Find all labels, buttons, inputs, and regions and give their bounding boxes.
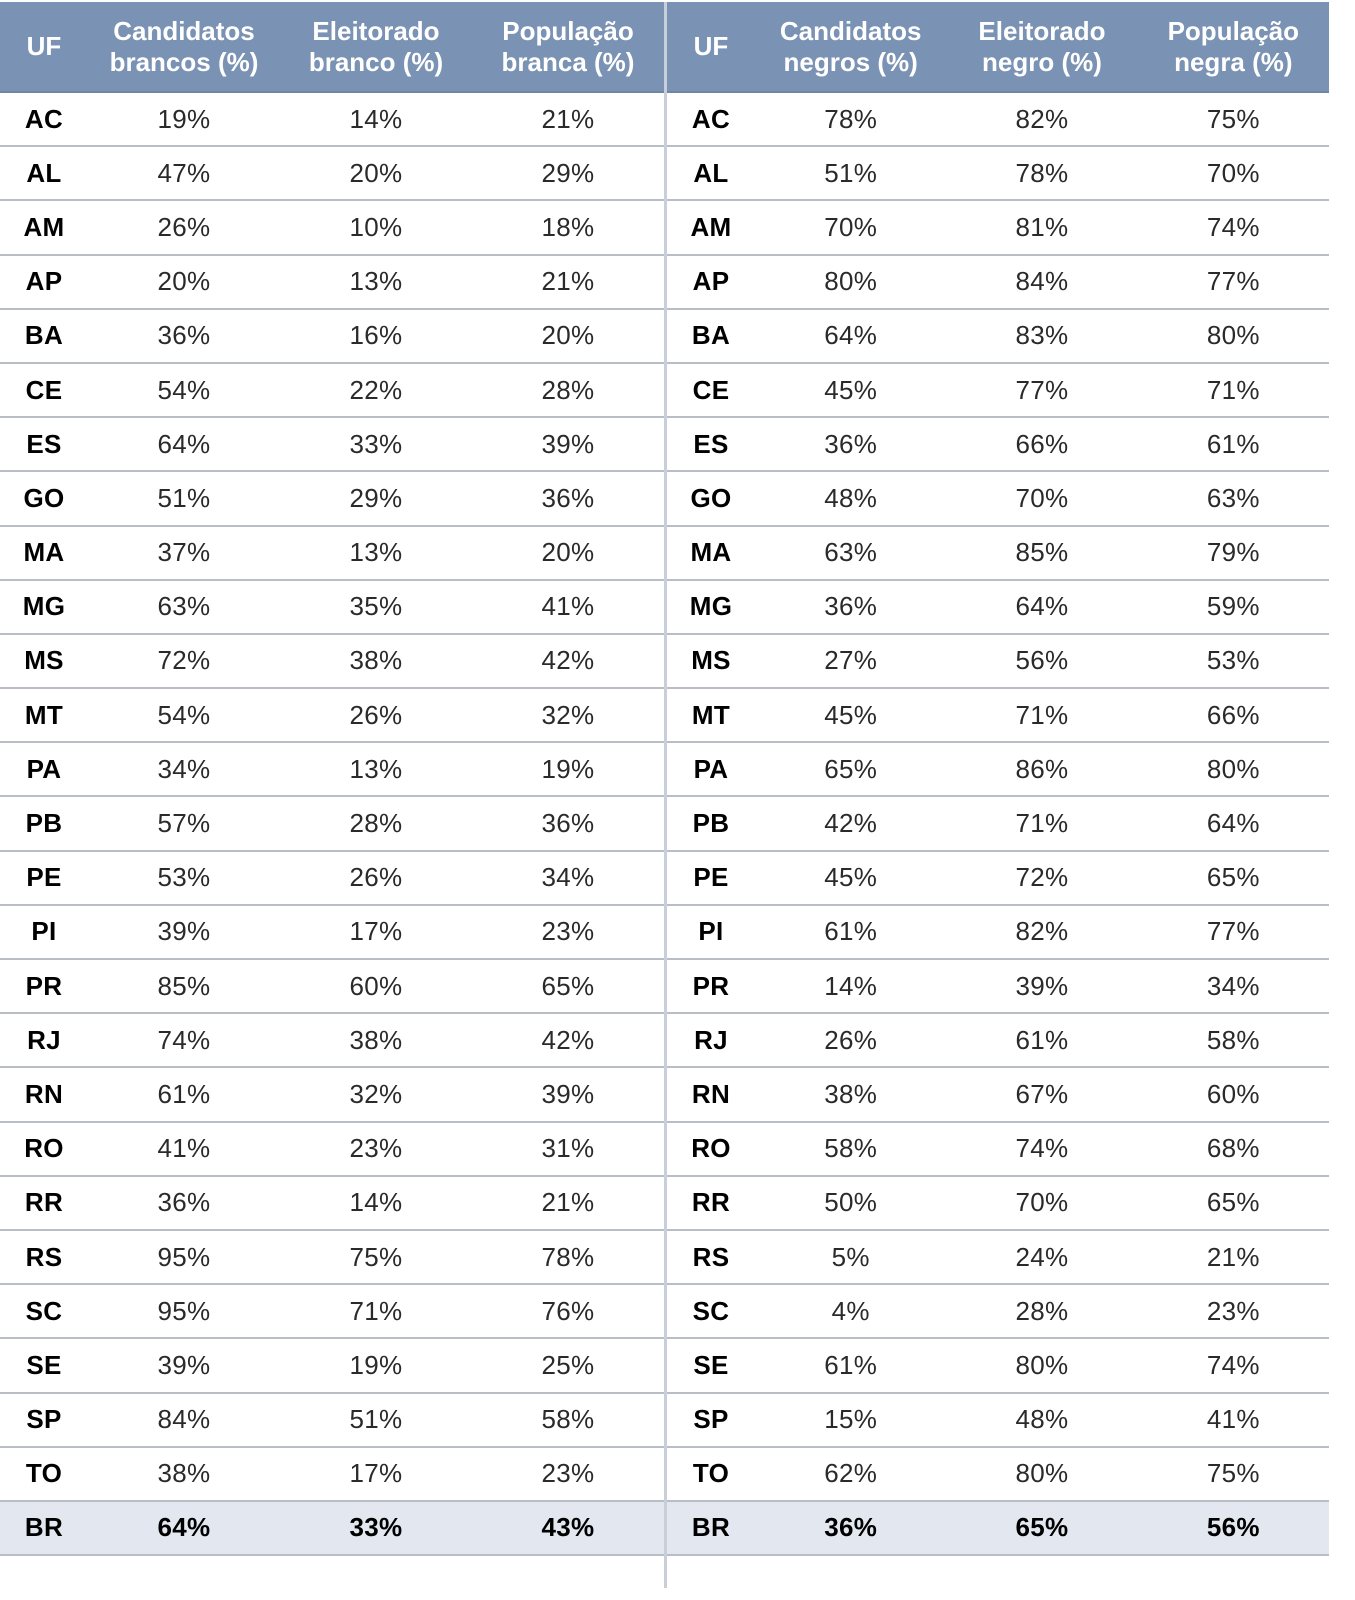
cell-candidates: 74% (88, 1013, 280, 1067)
cell-population: 75% (1138, 92, 1329, 146)
cell-candidates: 39% (88, 905, 280, 959)
cell-uf: BA (0, 309, 88, 363)
cell-uf: MS (0, 634, 88, 688)
cell-population: 36% (472, 796, 664, 850)
cell-electorate: 71% (946, 796, 1137, 850)
cell-electorate: 70% (946, 471, 1137, 525)
table-row (667, 580, 1329, 634)
table-row (0, 1176, 664, 1230)
table-row (0, 796, 664, 850)
cell-uf: RS (667, 1230, 755, 1284)
cell-population: 74% (1138, 1338, 1329, 1392)
cell-candidates: 64% (88, 417, 280, 471)
cell-electorate: 13% (280, 742, 472, 796)
cell-uf: RO (667, 1122, 755, 1176)
black-race-table (667, 2, 1329, 1556)
cell-uf: AC (667, 92, 755, 146)
cell-candidates: 36% (88, 309, 280, 363)
cell-electorate: 20% (280, 146, 472, 200)
cell-uf: GO (667, 471, 755, 525)
cell-candidates: 64% (755, 309, 946, 363)
cell-population: 18% (472, 200, 664, 254)
header-row (667, 2, 1329, 92)
table-row (667, 146, 1329, 200)
cell-uf: SP (0, 1393, 88, 1447)
cell-electorate: 85% (946, 526, 1137, 580)
table-row (0, 146, 664, 200)
cell-candidates: 5% (755, 1230, 946, 1284)
cell-electorate: 70% (946, 1176, 1137, 1230)
table-row (667, 255, 1329, 309)
cell-population: 64% (1138, 796, 1329, 850)
cell-population: 66% (1138, 688, 1329, 742)
cell-uf: MT (0, 688, 88, 742)
cell-electorate: 81% (946, 200, 1137, 254)
cell-candidates: 51% (88, 471, 280, 525)
cell-uf: ES (667, 417, 755, 471)
header-uf: UF (667, 2, 755, 92)
table-row (0, 1393, 664, 1447)
table-row (0, 1067, 664, 1121)
cell-population: 19% (472, 742, 664, 796)
cell-uf: BA (667, 309, 755, 363)
cell-candidates: 38% (88, 1447, 280, 1501)
cell-uf: MA (0, 526, 88, 580)
cell-candidates: 19% (88, 92, 280, 146)
cell-electorate: 13% (280, 255, 472, 309)
cell-candidates: 62% (755, 1447, 946, 1501)
cell-population: 34% (1138, 959, 1329, 1013)
cell-electorate: 51% (280, 1393, 472, 1447)
table-row (0, 255, 664, 309)
table-row (667, 526, 1329, 580)
table-row (0, 1230, 664, 1284)
cell-population: 75% (1138, 1447, 1329, 1501)
tables-container (0, 2, 1355, 1588)
cell-uf: MG (667, 580, 755, 634)
cell-uf: SP (667, 1393, 755, 1447)
cell-candidates: 14% (755, 959, 946, 1013)
cell-candidates: 85% (88, 959, 280, 1013)
cell-electorate: 17% (280, 1447, 472, 1501)
cell-candidates: 95% (88, 1284, 280, 1338)
cell-electorate: 29% (280, 471, 472, 525)
cell-uf: AL (667, 146, 755, 200)
cell-uf: AP (667, 255, 755, 309)
table-row (0, 92, 664, 146)
cell-candidates: 63% (88, 580, 280, 634)
cell-uf: AM (0, 200, 88, 254)
cell-candidates: 50% (755, 1176, 946, 1230)
cell-uf: SC (0, 1284, 88, 1338)
table-row (0, 471, 664, 525)
cell-population: 43% (472, 1501, 664, 1555)
cell-candidates: 36% (755, 417, 946, 471)
cell-uf: BR (0, 1501, 88, 1555)
table-row (667, 959, 1329, 1013)
cell-candidates: 36% (755, 580, 946, 634)
cell-electorate: 26% (280, 688, 472, 742)
cell-candidates: 47% (88, 146, 280, 200)
cell-candidates: 45% (755, 851, 946, 905)
table-row (0, 200, 664, 254)
cell-candidates: 54% (88, 363, 280, 417)
cell-uf: AL (0, 146, 88, 200)
table-row (667, 1230, 1329, 1284)
table-row (0, 363, 664, 417)
cell-electorate: 39% (946, 959, 1137, 1013)
cell-electorate: 67% (946, 1067, 1137, 1121)
table-row (0, 417, 664, 471)
table-row (0, 1013, 664, 1067)
cell-population: 79% (1138, 526, 1329, 580)
table-row (0, 742, 664, 796)
cell-uf: RO (0, 1122, 88, 1176)
cell-electorate: 74% (946, 1122, 1137, 1176)
cell-population: 42% (472, 1013, 664, 1067)
table-row (667, 688, 1329, 742)
cell-electorate: 19% (280, 1338, 472, 1392)
cell-uf: TO (0, 1447, 88, 1501)
cell-candidates: 61% (755, 1338, 946, 1392)
cell-uf: MG (0, 580, 88, 634)
cell-electorate: 66% (946, 417, 1137, 471)
cell-population: 32% (472, 688, 664, 742)
header-candidates-white: Candidatos brancos (%) (88, 2, 280, 92)
cell-uf: AC (0, 92, 88, 146)
table-row (667, 742, 1329, 796)
cell-uf: PI (667, 905, 755, 959)
cell-candidates: 53% (88, 851, 280, 905)
cell-uf: SE (0, 1338, 88, 1392)
table-row (0, 851, 664, 905)
cell-electorate: 33% (280, 1501, 472, 1555)
cell-population: 61% (1138, 417, 1329, 471)
cell-candidates: 80% (755, 255, 946, 309)
cell-electorate: 77% (946, 363, 1137, 417)
cell-population: 23% (472, 1447, 664, 1501)
table-row (667, 634, 1329, 688)
cell-electorate: 28% (280, 796, 472, 850)
header-candidates-black: Candidatos negros (%) (755, 2, 946, 92)
right-table-body (667, 92, 1329, 1555)
cell-electorate: 82% (946, 92, 1137, 146)
cell-candidates: 27% (755, 634, 946, 688)
cell-uf: PR (0, 959, 88, 1013)
cell-candidates: 15% (755, 1393, 946, 1447)
cell-population: 56% (1138, 1501, 1329, 1555)
cell-uf: PE (0, 851, 88, 905)
cell-candidates: 36% (755, 1501, 946, 1555)
cell-electorate: 14% (280, 1176, 472, 1230)
cell-uf: RN (667, 1067, 755, 1121)
table-row (667, 471, 1329, 525)
cell-electorate: 82% (946, 905, 1137, 959)
cell-population: 21% (1138, 1230, 1329, 1284)
table-row (0, 1338, 664, 1392)
cell-electorate: 48% (946, 1393, 1137, 1447)
cell-population: 23% (472, 905, 664, 959)
cell-electorate: 84% (946, 255, 1137, 309)
cell-population: 77% (1138, 905, 1329, 959)
cell-electorate: 24% (946, 1230, 1137, 1284)
table-row (0, 1284, 664, 1338)
cell-candidates: 4% (755, 1284, 946, 1338)
cell-uf: PB (0, 796, 88, 850)
cell-population: 21% (472, 92, 664, 146)
cell-population: 36% (472, 471, 664, 525)
table-row (667, 1284, 1329, 1338)
header-population-white: População branca (%) (472, 2, 664, 92)
cell-population: 78% (472, 1230, 664, 1284)
table-row (667, 200, 1329, 254)
table-row (667, 796, 1329, 850)
header-row (0, 2, 664, 92)
cell-electorate: 64% (946, 580, 1137, 634)
cell-electorate: 78% (946, 146, 1137, 200)
cell-electorate: 14% (280, 92, 472, 146)
cell-candidates: 70% (755, 200, 946, 254)
cell-uf: MS (667, 634, 755, 688)
table-row (0, 688, 664, 742)
right-table-panel (667, 2, 1329, 1588)
cell-electorate: 71% (280, 1284, 472, 1338)
cell-uf: MT (667, 688, 755, 742)
cell-population: 31% (472, 1122, 664, 1176)
cell-electorate: 83% (946, 309, 1137, 363)
cell-population: 58% (1138, 1013, 1329, 1067)
cell-candidates: 54% (88, 688, 280, 742)
table-row (0, 959, 664, 1013)
cell-electorate: 35% (280, 580, 472, 634)
table-row (667, 1176, 1329, 1230)
cell-uf: SE (667, 1338, 755, 1392)
total-row (0, 1501, 664, 1555)
table-row (0, 309, 664, 363)
cell-candidates: 65% (755, 742, 946, 796)
table-row (667, 1393, 1329, 1447)
cell-uf: SC (667, 1284, 755, 1338)
cell-electorate: 80% (946, 1447, 1137, 1501)
cell-population: 80% (1138, 309, 1329, 363)
table-row (667, 363, 1329, 417)
cell-candidates: 78% (755, 92, 946, 146)
cell-population: 29% (472, 146, 664, 200)
cell-candidates: 45% (755, 688, 946, 742)
cell-population: 25% (472, 1338, 664, 1392)
cell-population: 39% (472, 417, 664, 471)
cell-electorate: 26% (280, 851, 472, 905)
table-row (0, 526, 664, 580)
cell-candidates: 58% (755, 1122, 946, 1176)
header-population-black: População negra (%) (1138, 2, 1329, 92)
cell-population: 34% (472, 851, 664, 905)
cell-population: 59% (1138, 580, 1329, 634)
table-row (0, 1447, 664, 1501)
table-row (0, 905, 664, 959)
cell-population: 76% (472, 1284, 664, 1338)
cell-uf: CE (667, 363, 755, 417)
cell-candidates: 61% (88, 1067, 280, 1121)
cell-population: 71% (1138, 363, 1329, 417)
cell-candidates: 63% (755, 526, 946, 580)
table-row (667, 851, 1329, 905)
cell-population: 41% (1138, 1393, 1329, 1447)
cell-electorate: 86% (946, 742, 1137, 796)
cell-uf: MA (667, 526, 755, 580)
cell-electorate: 23% (280, 1122, 472, 1176)
table-row (0, 580, 664, 634)
cell-electorate: 56% (946, 634, 1137, 688)
cell-candidates: 61% (755, 905, 946, 959)
cell-population: 53% (1138, 634, 1329, 688)
table-row (0, 1122, 664, 1176)
cell-electorate: 13% (280, 526, 472, 580)
cell-uf: RJ (0, 1013, 88, 1067)
cell-uf: RJ (667, 1013, 755, 1067)
cell-candidates: 26% (755, 1013, 946, 1067)
table-row (667, 1013, 1329, 1067)
cell-population: 63% (1138, 471, 1329, 525)
cell-uf: ES (0, 417, 88, 471)
cell-candidates: 34% (88, 742, 280, 796)
cell-uf: RS (0, 1230, 88, 1284)
cell-candidates: 42% (755, 796, 946, 850)
cell-population: 80% (1138, 742, 1329, 796)
cell-candidates: 72% (88, 634, 280, 688)
cell-uf: PE (667, 851, 755, 905)
cell-population: 20% (472, 526, 664, 580)
cell-electorate: 33% (280, 417, 472, 471)
cell-electorate: 80% (946, 1338, 1137, 1392)
cell-population: 77% (1138, 255, 1329, 309)
cell-electorate: 38% (280, 634, 472, 688)
cell-candidates: 45% (755, 363, 946, 417)
cell-uf: PI (0, 905, 88, 959)
cell-electorate: 28% (946, 1284, 1137, 1338)
cell-electorate: 72% (946, 851, 1137, 905)
cell-population: 68% (1138, 1122, 1329, 1176)
cell-population: 21% (472, 1176, 664, 1230)
header-electorate-white: Eleitorado branco (%) (280, 2, 472, 92)
cell-population: 21% (472, 255, 664, 309)
table-row (667, 905, 1329, 959)
table-row (667, 1447, 1329, 1501)
left-table-body (0, 92, 664, 1555)
cell-population: 28% (472, 363, 664, 417)
header-electorate-black: Eleitorado negro (%) (946, 2, 1137, 92)
cell-candidates: 36% (88, 1176, 280, 1230)
left-table-panel (0, 2, 664, 1588)
cell-population: 70% (1138, 146, 1329, 200)
cell-uf: AP (0, 255, 88, 309)
header-uf: UF (0, 2, 88, 92)
cell-population: 60% (1138, 1067, 1329, 1121)
cell-population: 74% (1138, 200, 1329, 254)
cell-population: 39% (472, 1067, 664, 1121)
cell-electorate: 65% (946, 1501, 1137, 1555)
cell-population: 23% (1138, 1284, 1329, 1338)
cell-uf: GO (0, 471, 88, 525)
cell-electorate: 17% (280, 905, 472, 959)
cell-electorate: 32% (280, 1067, 472, 1121)
table-row (667, 92, 1329, 146)
white-race-table (0, 2, 664, 1556)
table-row (667, 1122, 1329, 1176)
cell-electorate: 38% (280, 1013, 472, 1067)
cell-candidates: 51% (755, 146, 946, 200)
cell-candidates: 39% (88, 1338, 280, 1392)
cell-candidates: 57% (88, 796, 280, 850)
cell-uf: AM (667, 200, 755, 254)
cell-candidates: 38% (755, 1067, 946, 1121)
cell-candidates: 41% (88, 1122, 280, 1176)
cell-candidates: 37% (88, 526, 280, 580)
cell-uf: PA (0, 742, 88, 796)
cell-uf: RN (0, 1067, 88, 1121)
table-row (667, 309, 1329, 363)
cell-uf: CE (0, 363, 88, 417)
cell-candidates: 26% (88, 200, 280, 254)
table-row (667, 417, 1329, 471)
table-row (0, 634, 664, 688)
cell-candidates: 64% (88, 1501, 280, 1555)
cell-population: 65% (472, 959, 664, 1013)
cell-electorate: 61% (946, 1013, 1137, 1067)
cell-uf: TO (667, 1447, 755, 1501)
cell-candidates: 20% (88, 255, 280, 309)
cell-uf: RR (0, 1176, 88, 1230)
cell-uf: PB (667, 796, 755, 850)
cell-electorate: 60% (280, 959, 472, 1013)
cell-population: 65% (1138, 851, 1329, 905)
cell-population: 41% (472, 580, 664, 634)
cell-candidates: 84% (88, 1393, 280, 1447)
cell-population: 65% (1138, 1176, 1329, 1230)
cell-population: 42% (472, 634, 664, 688)
cell-electorate: 71% (946, 688, 1137, 742)
cell-electorate: 10% (280, 200, 472, 254)
cell-uf: PR (667, 959, 755, 1013)
cell-electorate: 16% (280, 309, 472, 363)
cell-candidates: 95% (88, 1230, 280, 1284)
table-row (667, 1338, 1329, 1392)
cell-uf: PA (667, 742, 755, 796)
cell-population: 58% (472, 1393, 664, 1447)
cell-uf: BR (667, 1501, 755, 1555)
cell-candidates: 48% (755, 471, 946, 525)
cell-electorate: 22% (280, 363, 472, 417)
total-row (667, 1501, 1329, 1555)
cell-population: 20% (472, 309, 664, 363)
cell-uf: RR (667, 1176, 755, 1230)
table-row (667, 1067, 1329, 1121)
cell-electorate: 75% (280, 1230, 472, 1284)
